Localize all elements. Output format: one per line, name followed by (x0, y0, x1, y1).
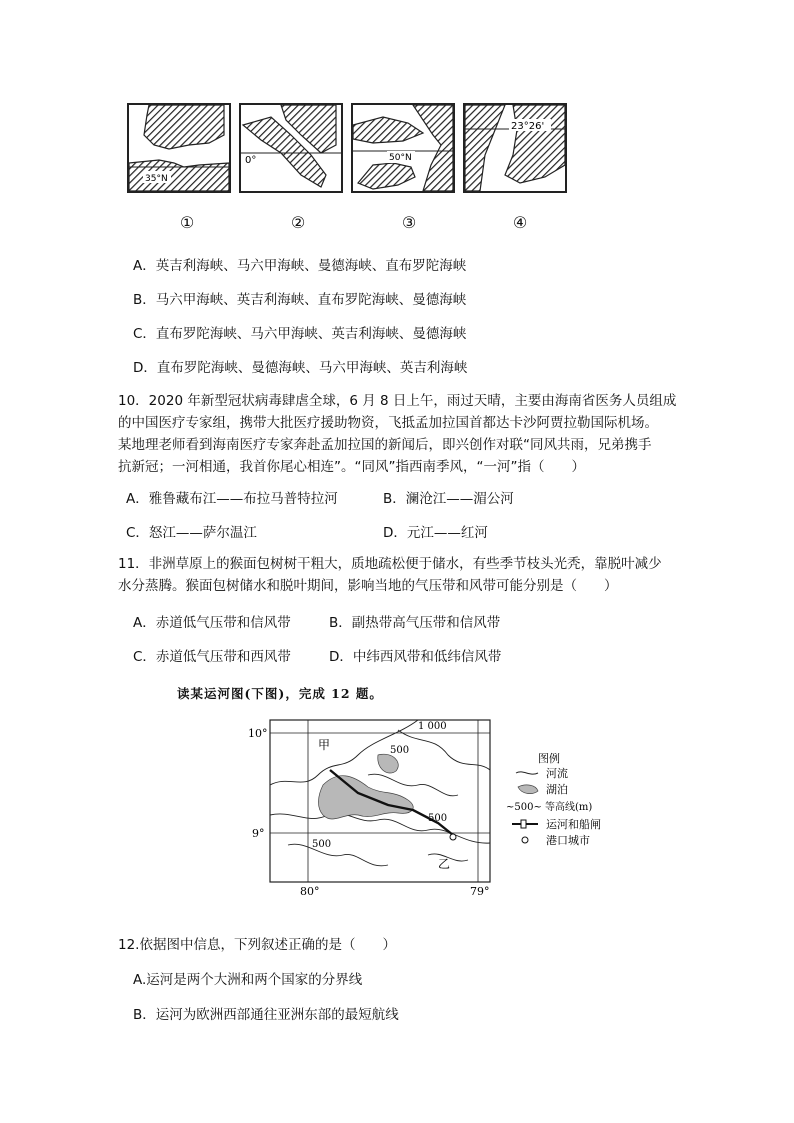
lat-label-4: 23°26' (511, 121, 545, 132)
legend-canal: 运河和船闸 (546, 818, 601, 831)
lat-label-3: 50°N (389, 153, 412, 163)
q10-stem (118, 393, 676, 481)
q11-option-b: B．副热带高气压带和信风带 (329, 615, 501, 631)
q10-option-a: A．雅鲁藏布江——布拉马普特拉河 (126, 491, 338, 507)
q10-line: 某地理老师看到海南医疗专家奔赴孟加拉国的新闻后，即兴创作对联“同风共雨，兄弟携手 (118, 437, 652, 453)
lat-bottom-label: 9° (252, 827, 265, 840)
q10-option-c: C．怒江——萨尔温江 (126, 525, 257, 541)
strait-map-1 (127, 103, 231, 193)
legend-river: 河流 (546, 767, 568, 780)
canal-map-caption: 读某运河图(下图)，完成 12 题。 (177, 686, 383, 701)
q11-stem (118, 556, 662, 600)
strait-maps (127, 103, 553, 195)
map-label-4: ④ (512, 213, 528, 232)
q11-line: 水分蒸腾。猴面包树储水和脱叶期间，影响当地的气压带和风带可能分别是（ ） (118, 578, 618, 594)
lat-label-2: 0° (245, 155, 257, 166)
strait-map-2 (239, 103, 343, 193)
contour-500-label: 500 (312, 839, 332, 850)
q9-option-b: B．马六甲海峡、英吉利海峡、直布罗陀海峡、曼德海峡 (133, 292, 467, 308)
q11-line: 11．非洲草原上的猴面包树树干粗大，质地疏松便于储水，有些季节枝头光秃，靠脱叶减少 (118, 556, 662, 572)
q12-option-b: B．运河为欧洲西部通往亚洲东部的最短航线 (133, 1007, 399, 1023)
legend-port: 港口城市 (546, 834, 590, 847)
q11-option-d: D．中纬西风带和低纬信风带 (329, 649, 502, 665)
q10-line: 的中国医疗专家组，携带大批医疗援助物资，飞抵孟加拉国首都达卡沙阿贾拉勒国际机场。 (118, 415, 658, 431)
legend-lake: 湖泊 (546, 783, 568, 796)
q10-option-b: B．澜沧江——湄公河 (383, 491, 514, 507)
contour-500-label: 500 (428, 813, 448, 824)
q10-line: 10．2020 年新型冠状病毒肆虐全球，6 月 8 日上午，雨过天晴，主要由海南省医务人员组成 (118, 393, 677, 409)
place-yi: 乙 (438, 857, 451, 871)
map-label-1: ① (179, 213, 195, 232)
canal-map (248, 715, 618, 895)
legend-title: 图例 (538, 752, 560, 765)
map-label-3: ③ (401, 213, 417, 232)
legend-contour: ~500~ 等高线(m) (506, 802, 593, 813)
q9-option-c: C．直布罗陀海峡、马六甲海峡、英吉利海峡、曼德海峡 (133, 326, 467, 342)
lat-top-label: 10° (248, 727, 268, 740)
q12-option-a: A.运河是两个大洲和两个国家的分界线 (133, 972, 363, 988)
map-label-2: ② (290, 213, 306, 232)
place-jia: 甲 (318, 738, 331, 752)
strait-map-4 (463, 103, 567, 193)
lon-left-label: 80° (300, 885, 320, 895)
q10-option-d: D．元江——红河 (383, 525, 488, 541)
q11-option-a: A．赤道低气压带和信风带 (133, 615, 291, 631)
q9-option-d: D．直布罗陀海峡、曼德海峡、马六甲海峡、英吉利海峡 (133, 360, 468, 376)
contour-500-label: 500 (390, 745, 410, 756)
strait-map-3 (351, 103, 455, 193)
contour-1000-label: 1 000 (418, 721, 447, 732)
lat-label-1: 35°N (145, 174, 168, 184)
q11-option-c: C．赤道低气压带和西风带 (133, 649, 291, 665)
q9-option-a: A．英吉利海峡、马六甲海峡、曼德海峡、直布罗陀海峡 (133, 258, 467, 274)
q12-stem: 12.依据图中信息，下列叙述正确的是（ ） (118, 937, 396, 953)
q10-line: 抗新冠；一河相通，我首你尾心相连”。“同风”指西南季风，“一河”指（ ） (118, 459, 585, 475)
lon-right-label: 79° (470, 885, 490, 895)
